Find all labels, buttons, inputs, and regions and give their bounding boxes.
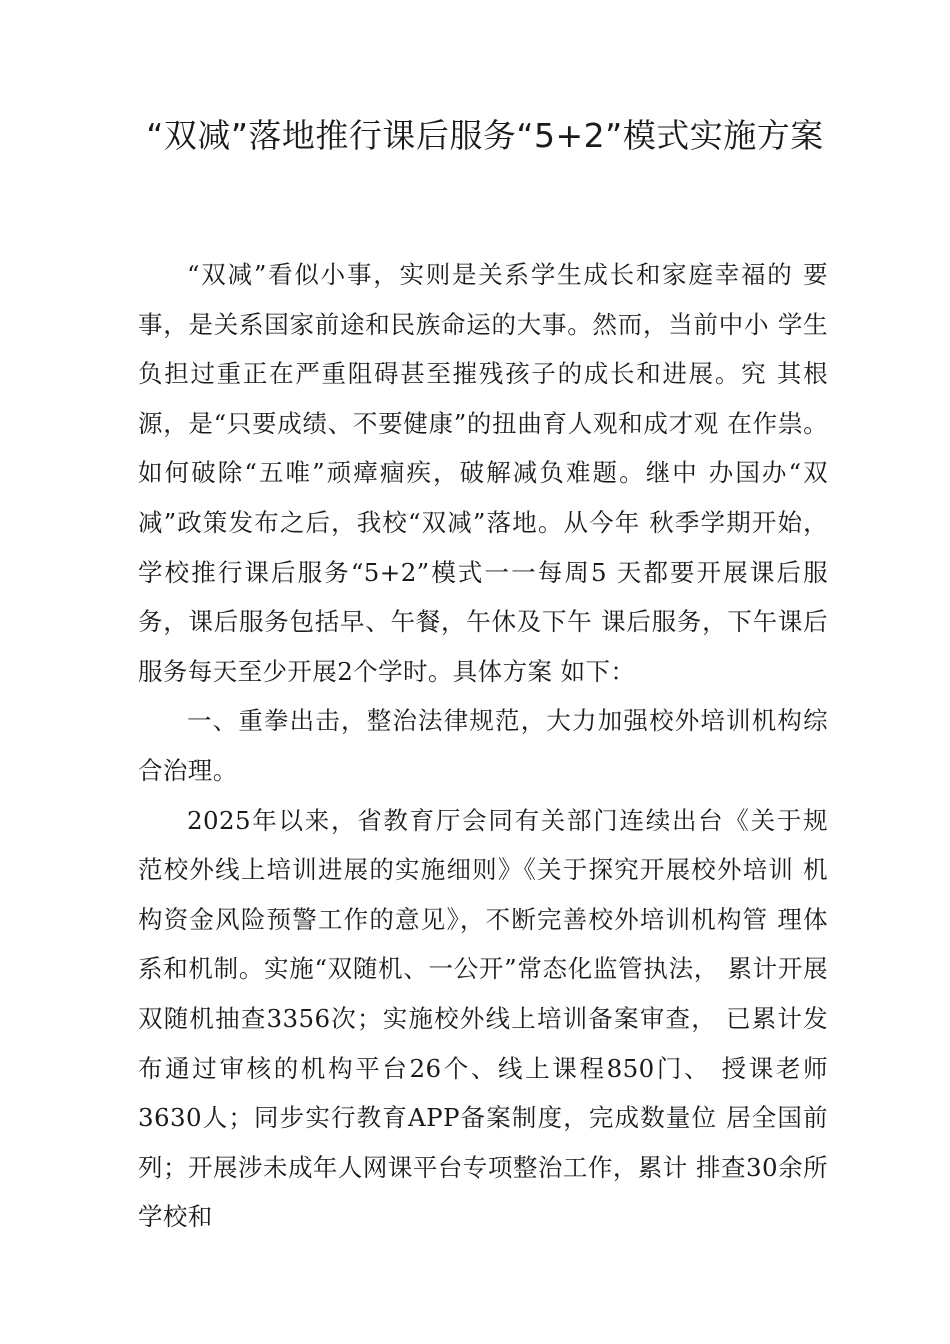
paragraph-section-heading: 一、重拳出击，整治法律规范，大力加强校外培训机构综合治理。 (138, 706, 828, 785)
document-body (138, 250, 828, 1242)
paragraph-intro: “双减”看似小事，实则是关系学生成长和家庭幸福的 要事，是关系国家前途和民族命运的大事。然而，当前中小 学生负担过重正在严重阻碍甚至摧残孩子的成长和进展。究 其根源，是“只要成绩、不要健康”的扭曲育人观和成才观 在作祟。如何破除“五唯”顽瘴痼疾，破解减负难题。继中 办国办“双减”政策发布之后，我校“双减”落地。从今年 秋季学期开始，学校推行课后服务“5+2”模式一一每周5 天都要开展课后服务，课后服务包括早、午餐，午休及下午 课后服务，下午课后服务每天至少开展2个学时。具体方案 如下： (138, 260, 828, 686)
paragraph-policy-details: 2025年以来，省教育厅会同有关部门连续出台《关于规 范校外线上培训进展的实施细则》《关于探究开展校外培训 机构资金风险预警工作的意见》，不断完善校外培训机构管 理体系和机制。实施“双随机、一公开”常态化监管执法， 累计开展双随机抽查3356次；实施校外线上培训备案审查， 已累计发布通过审核的机构平台26个、线上课程850门、 授课老师3630人；同步实行教育APP备案制度，完成数量位 居全国前列；开展涉未成年人网课平台专项整治工作，累计 排查30余所学校和 (138, 805, 828, 1232)
document-title: “双减”落地推行课后服务“5+2”模式实施方案 (146, 116, 824, 155)
